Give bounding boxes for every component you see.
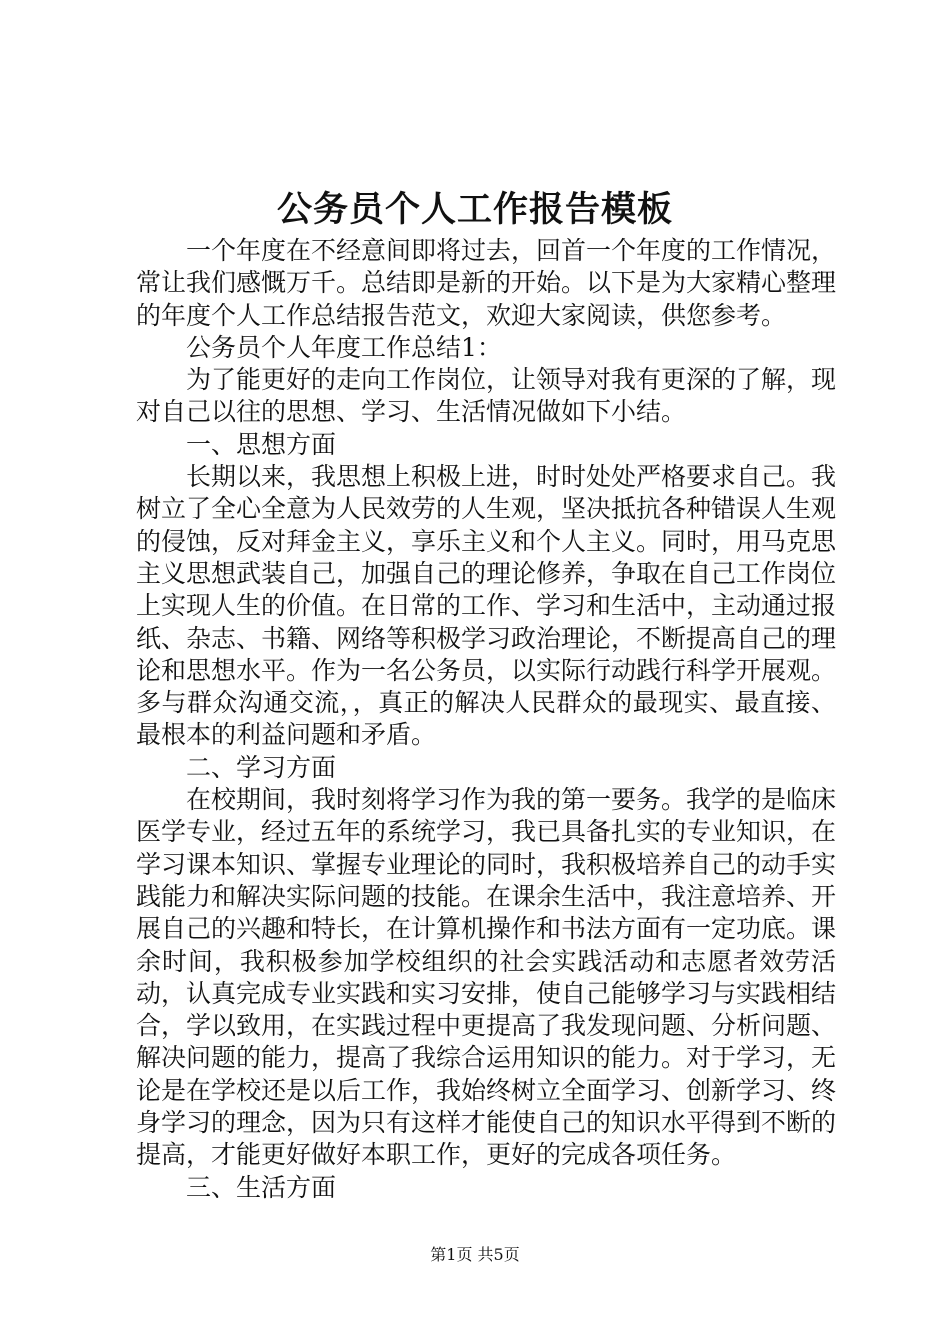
document-title: 公务员个人工作报告模板 bbox=[276, 189, 673, 230]
summary-heading: 公务员个人年度工作总结1： bbox=[186, 332, 502, 362]
section-heading-thought: 一、思想方面 bbox=[186, 429, 337, 459]
intro-paragraph: 一个年度在不经意间即将过去，回首一个年度的工作情况，常让我们感慨万千。总结即是新的开始。以下是为大家精心整理的年度个人工作总结报告范文，欢迎大家阅读，供您参考。 bbox=[136, 236, 837, 330]
page-footer: 第1页 共5页 bbox=[430, 1245, 520, 1264]
study-paragraph: 在校期间，我时刻将学习作为我的第一要务。我学的是临床医学专业，经过五年的系统学习，我已具备扎实的专业知识，在学习课本知识、掌握专业理论的同时，我积极培养自己的动手实践能力和解决实际问题的技能。在课余生活中，我注意培养、开展自己的兴趣和特长，在计算机操作和书法方面有一定功底。课余时间，我积极参加学校组织的社会实践活动和志愿者效劳活动，认真完成专业实践和实习安排，使自己能够学习与实践相结合，学以致用，在实践过程中更提高了我发现问题、分析问题、解决问题的能力，提高了我综合运用知识的能力。对于学习，无论是在学校还是以后工作，我始终树立全面学习、创新学习、终身学习的理念，因为只有这样才能使自己的知识水平得到不断的提高，才能更好做好本职工作，更好的完成各项任务。 bbox=[136, 785, 837, 1170]
section-heading-study: 二、学习方面 bbox=[186, 752, 337, 782]
section-heading-life: 三、生活方面 bbox=[186, 1172, 337, 1202]
preface-paragraph: 为了能更好的走向工作岗位，让领导对我有更深的了解，现对自己以往的思想、学习、生活情况做如下小结。 bbox=[136, 365, 837, 427]
thought-paragraph: 长期以来，我思想上积极上进，时时处处严格要求自己。我树立了全心全意为人民效劳的人生观，坚决抵抗各种错误人生观的侵蚀，反对拜金主义，享乐主义和个人主义。同时，用马克思主义思想武装自己，加强自己的理论修养，争取在自己工作岗位上实现人生的价值。在日常的工作、学习和生活中，主动通过报纸、杂志、书籍、网络等积极学习政治理论，不断提高自己的理论和思想水平。作为一名公务员，以实际行动践行科学开展观。多与群众沟通交流，，真正的解决人民群众的最现实、最直接、最根本的利益问题和矛盾。 bbox=[136, 462, 837, 750]
document-body bbox=[136, 235, 836, 1204]
